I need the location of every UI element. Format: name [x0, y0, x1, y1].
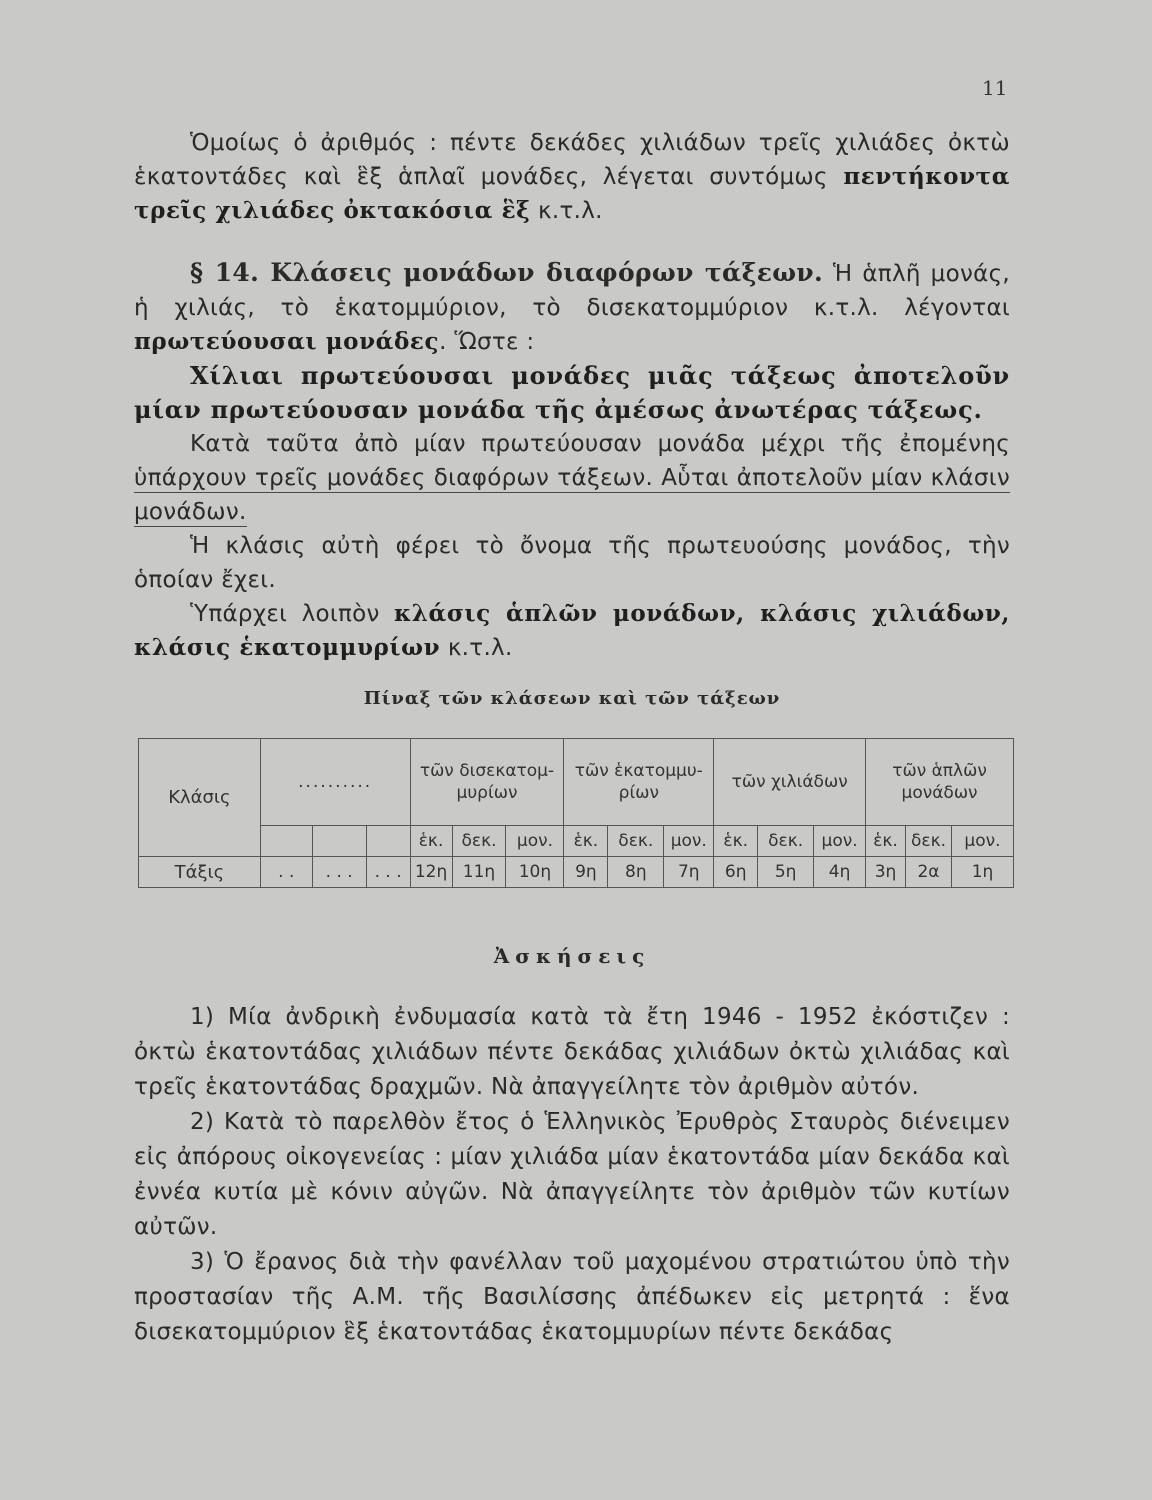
class-dots: ..........	[260, 739, 410, 826]
order-cell: 1η	[951, 857, 1013, 888]
order-cell: 11η	[452, 857, 506, 888]
subhead-hundreds: ἑκ.	[866, 826, 906, 857]
p4-start: Ὑπάρχει λοιπὸν	[190, 601, 394, 627]
classes-table	[138, 738, 1014, 888]
paragraph-classes	[134, 427, 1010, 529]
class-units: τῶν ἁπλῶν μονάδων	[866, 739, 1014, 826]
exercises-heading: Ἀσκήσεις	[493, 944, 651, 968]
order-cell: 6η	[714, 857, 758, 888]
p4-bold: κλάσις ἁπλῶν μονάδων, κλάσις χιλιάδων, κλάσις ἑκατομμυρίων	[134, 600, 1010, 661]
subhead-tens: δεκ.	[906, 826, 952, 857]
exercise-item: 1) Μία ἀνδρικὴ ἐνδυμασία κατὰ τὰ ἔτη 1946 - 1952 ἐκόστιζεν : ὀκτὼ ἑκατοντάδας χιλιάδων πέντε δεκάδας χιλιάδων ὀκτὼ χιλιάδας καὶ τρεῖς ἑκατοντάδας δραχμῶν. Νὰ ἀπαγγείλητε τὸν ἀριθμὸν αὐτόν.	[134, 1004, 1010, 1100]
order-cell: 5η	[758, 857, 814, 888]
subhead-empty	[366, 826, 410, 857]
order-cell: 10η	[506, 857, 564, 888]
order-cell: 3η	[866, 857, 906, 888]
class-millions: τῶν ἑκατομμυ-ρίων	[564, 739, 714, 826]
table-title: Πίναξ τῶν κλάσεων καὶ τῶν τάξεων	[363, 688, 781, 709]
class-thousands: τῶν χιλιάδων	[714, 739, 866, 826]
subhead-ones: μον.	[814, 826, 866, 857]
exercises-list	[134, 1000, 1010, 1350]
order-cell: 8η	[608, 857, 664, 888]
subhead-empty	[312, 826, 366, 857]
intro-paragraph	[134, 126, 1010, 228]
subhead-ones: μον.	[951, 826, 1013, 857]
order-cell: 7η	[664, 857, 714, 888]
subhead-tens: δεκ.	[608, 826, 664, 857]
order-dots: . . .	[366, 857, 410, 888]
section-14	[134, 256, 1010, 665]
section-tail: . Ὥστε :	[439, 329, 535, 355]
order-cell: 2α	[906, 857, 952, 888]
subhead-hundreds: ἑκ.	[714, 826, 758, 857]
page-number: 11	[982, 76, 1008, 100]
order-label: Τάξις	[139, 857, 261, 888]
order-dots: . .	[260, 857, 312, 888]
subhead-tens: δεκ.	[758, 826, 814, 857]
exercise-item: 2) Κατὰ τὸ παρελθὸν ἔτος ὁ Ἑλληνικὸς Ἐρυθρὸς Σταυρὸς διένειμεν εἰς ἀπόρους οἰκογενείας : μίαν χιλιάδα μίαν ἑκατοντάδα μίαν δεκάδα καὶ ἐννέα κυτία μὲ κόνιν αὐγῶν. Νὰ ἀπαγγείλητε τὸν ἀριθμὸν τῶν κυτίων αὐτῶν.	[134, 1109, 1010, 1240]
order-cell: 4η	[814, 857, 866, 888]
section-bold: πρωτεύουσαι μονάδες	[134, 328, 440, 355]
section-text: Ἡ ἁπλῆ μονάς, ἡ χιλιάς, τὸ ἑκατομμύριον, τὸ δισεκατομμύριον κ.τ.λ. λέγονται	[134, 261, 1011, 321]
subhead-empty	[260, 826, 312, 857]
order-cell: 9η	[564, 857, 608, 888]
intro-tail: κ.τ.λ.	[530, 198, 603, 224]
intro-bold: πεντήκοντα τρεῖς χιλιάδες ὀκτακόσια ἓξ	[134, 163, 1010, 224]
subhead-tens: δεκ.	[452, 826, 506, 857]
p2-before: Κατὰ ταῦτα ἀπὸ μίαν πρωτεύουσαν μονάδα μέχρι τῆς ἐπομένης	[190, 431, 1010, 457]
subhead-ones: μον.	[506, 826, 564, 857]
subhead-hundreds: ἑκ.	[564, 826, 608, 857]
p4-tail: κ.τ.λ.	[440, 635, 513, 661]
rule-statement: Χίλιαι πρωτεύουσαι μονάδες μιᾶς τάξεως ἀποτελοῦν μίαν πρωτεύουσαν μονάδα τῆς ἀμέσως ἀνωτέρας τάξεως.	[134, 361, 1010, 424]
subhead-ones: μον.	[664, 826, 714, 857]
exercise-item: 3) Ὁ ἔρανος διὰ τὴν φανέλλαν τοῦ μαχομένου στρατιώτου ὑπὸ τὴν προστασίαν τῆς Α.Μ. τῆς Βασιλίσσης ἀπέδωκεν εἰς μετρητά : ἕνα δισεκατομμύριον ἓξ ἑκατοντάδας ἑκατομμυρίων πέντε δεκάδας	[134, 1249, 1010, 1345]
paragraph-class-list	[134, 597, 1010, 665]
intro-text: Ὁμοίως ὁ ἀριθμός : πέντε δεκάδες χιλιάδων τρεῖς χιλιάδες ὀκτὼ ἑκατοντάδες καὶ ἓξ ἁπλαῖ μονάδες, λέγεται συντόμως	[134, 130, 1010, 190]
order-cell: 12η	[410, 857, 452, 888]
class-label: Κλάσις	[139, 739, 261, 857]
class-billions: τῶν δισεκατομ-μυρίων	[410, 739, 564, 826]
section-heading: § 14. Κλάσεις μονάδων διαφόρων τάξεων.	[190, 258, 823, 287]
order-dots: . . .	[312, 857, 366, 888]
paragraph-class-name: Ἡ κλάσις αὐτὴ φέρει τὸ ὄνομα τῆς πρωτευούσης μονάδος, τὴν ὁποίαν ἔχει.	[134, 533, 1010, 593]
subhead-hundreds: ἑκ.	[410, 826, 452, 857]
p2-underlined: ὑπάρχουν τρεῖς μονάδες διαφόρων τάξεων. Αὗται ἀποτελοῦν μίαν κλάσιν μονάδων.	[134, 465, 1010, 525]
